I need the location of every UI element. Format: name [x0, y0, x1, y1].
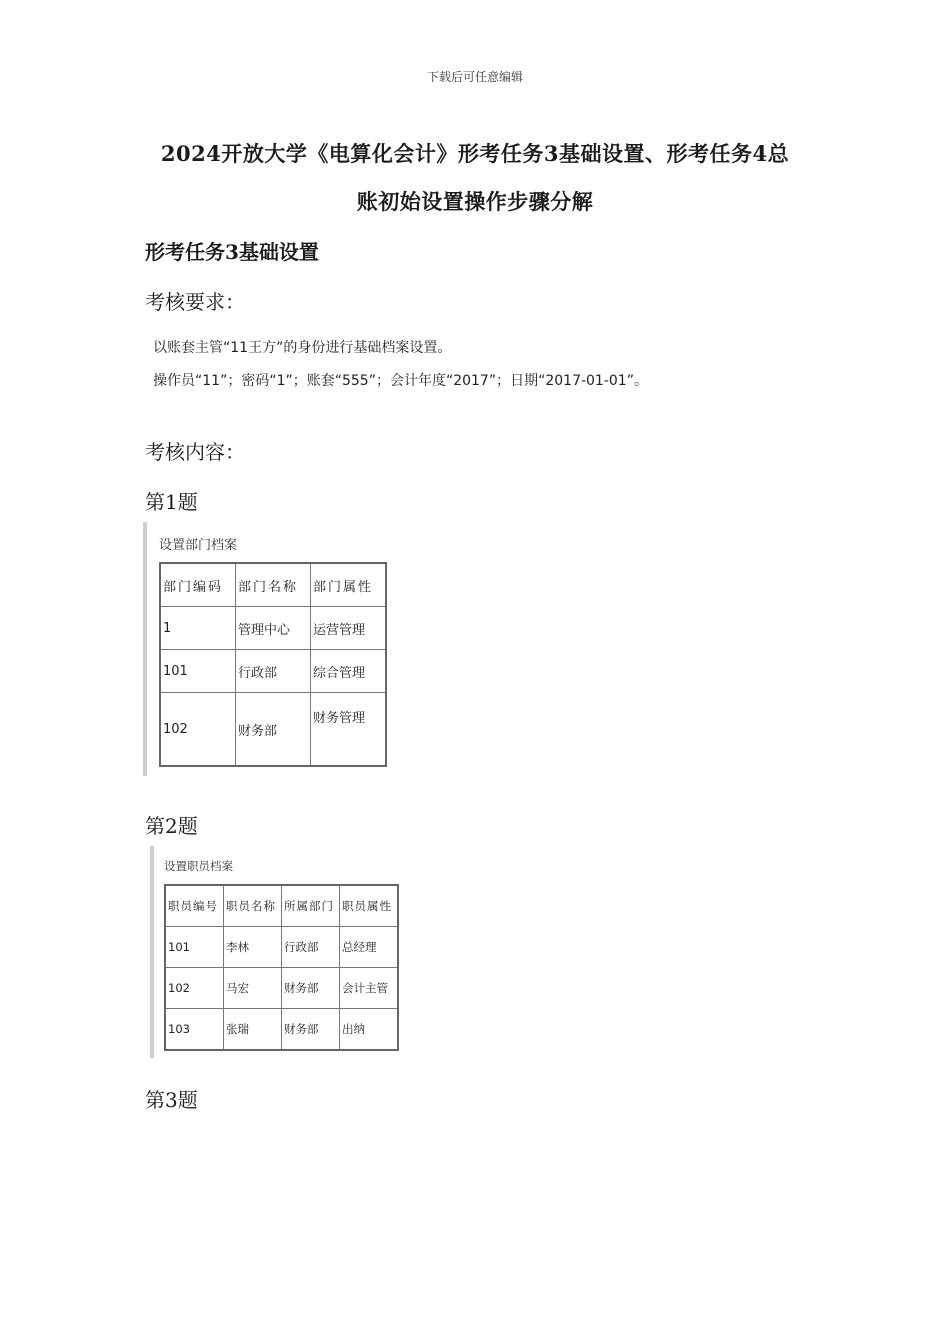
- table-cell: 102: [160, 693, 236, 767]
- table-header-row: [160, 563, 386, 607]
- table-cell: 马宏: [224, 968, 282, 1009]
- table-cell: 行政部: [282, 927, 340, 968]
- table-cell: 财务部: [282, 968, 340, 1009]
- table-cell: 1: [160, 607, 236, 650]
- header-cell: 职员名称: [224, 885, 282, 927]
- table-cell: 行政部: [236, 650, 311, 693]
- table-row: [160, 693, 386, 767]
- department-archive-screenshot: [143, 522, 393, 776]
- table-cell: 财务管理: [311, 693, 387, 767]
- table-row: [165, 1009, 398, 1051]
- question-1-label: 第1题: [145, 490, 198, 514]
- table-header-row: [165, 885, 398, 927]
- table-row: [160, 650, 386, 693]
- question-3-label: 第3题: [145, 1088, 198, 1112]
- table-row: [160, 607, 386, 650]
- table-cell: 103: [165, 1009, 224, 1051]
- table-cell: 综合管理: [311, 650, 387, 693]
- quote-bar: [143, 522, 147, 776]
- employee-table: [164, 884, 399, 1051]
- requirement-line-1: 以账套主管“11王方”的身份进行基础档案设置。: [153, 340, 452, 356]
- requirement-line-2: 操作员“11”；密码“1”；账套“555”；会计年度“2017”；日期“2017-01-01”。: [153, 373, 648, 389]
- page-header: 下载后可任意编辑: [426, 70, 523, 84]
- header-cell: 部门名称: [236, 563, 311, 607]
- table-cell: 管理中心: [236, 607, 311, 650]
- table-cell: 会计主管: [340, 968, 399, 1009]
- employee-archive-screenshot: [150, 846, 410, 1058]
- header-cell: 职员属性: [340, 885, 399, 927]
- quote-bar: [150, 846, 154, 1058]
- content-label: 考核内容：: [145, 440, 245, 464]
- document-title-line-2: 账初始设置操作步骤分解: [356, 189, 594, 214]
- header-cell: 所属部门: [282, 885, 340, 927]
- table-cell: 总经理: [340, 927, 399, 968]
- table-row: [165, 968, 398, 1009]
- document-title-line-1: 2024开放大学《电算化会计》形考任务3基础设置、形考任务4总: [160, 141, 790, 166]
- department-archive-caption: 设置部门档案: [159, 538, 238, 553]
- table-cell: 101: [165, 927, 224, 968]
- table-cell: 李林: [224, 927, 282, 968]
- section-heading: 形考任务3基础设置: [145, 240, 319, 264]
- table-cell: 101: [160, 650, 236, 693]
- header-cell: 部门编码: [160, 563, 236, 607]
- table-cell: 财务部: [282, 1009, 340, 1051]
- table-cell: 102: [165, 968, 224, 1009]
- employee-archive-caption: 设置职员档案: [164, 859, 233, 873]
- department-table: [159, 562, 387, 767]
- table-cell: 财务部: [236, 693, 311, 767]
- header-cell: 部门属性: [311, 563, 387, 607]
- header-cell: 职员编号: [165, 885, 224, 927]
- table-cell: 张瑞: [224, 1009, 282, 1051]
- question-2-label: 第2题: [145, 814, 198, 838]
- table-row: [165, 927, 398, 968]
- requirements-label: 考核要求：: [145, 290, 245, 314]
- table-cell: 运营管理: [311, 607, 387, 650]
- table-cell: 出纳: [340, 1009, 399, 1051]
